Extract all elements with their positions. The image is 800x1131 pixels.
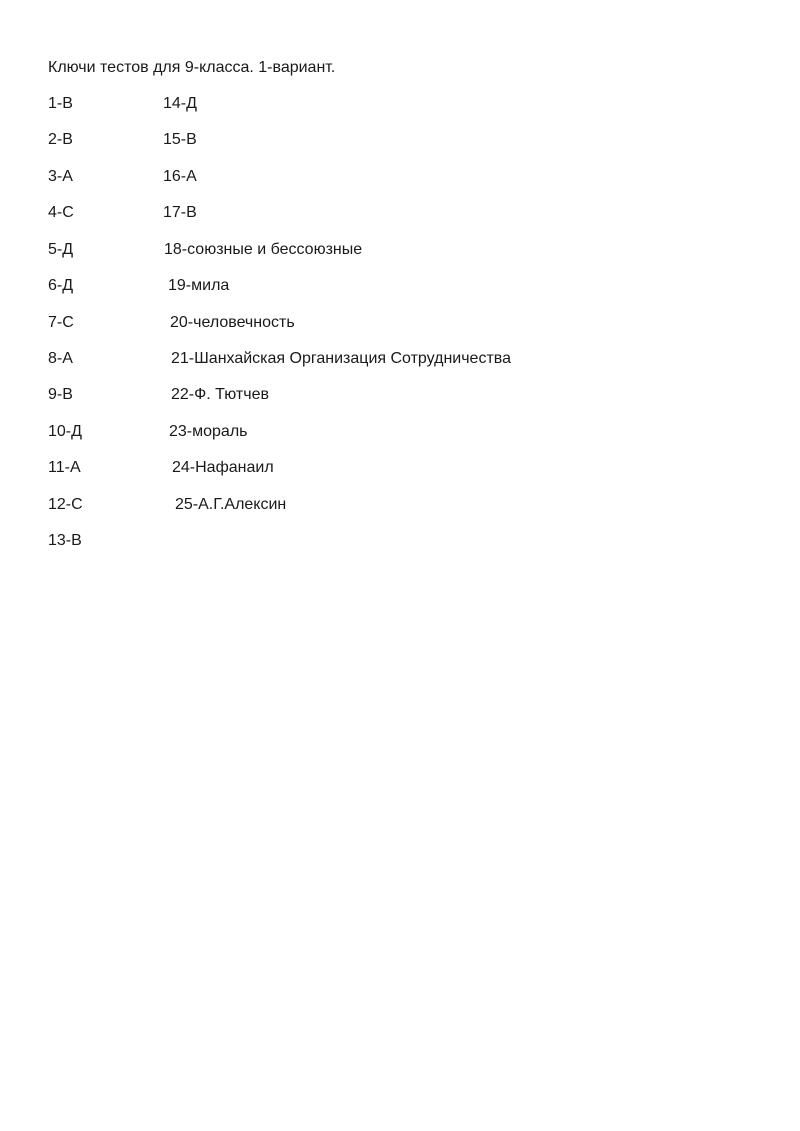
answer-right: 17-В <box>163 204 197 221</box>
answer-left: 9-В <box>48 386 73 403</box>
answer-right: 24-Нафанаил <box>172 459 274 476</box>
answer-right: 21-Шанхайская Организация Сотрудничества <box>171 350 511 367</box>
answer-left: 10-Д <box>48 423 82 440</box>
answer-right: 18-союзные и бессоюзные <box>164 241 363 258</box>
answer-right: 14-Д <box>163 95 197 112</box>
answer-left: 6-Д <box>48 277 74 294</box>
answer-left: 4-С <box>48 204 74 221</box>
answer-left: 13-В <box>48 532 82 549</box>
answer-left: 5-Д <box>48 241 74 258</box>
answer-right: 22-Ф. Тютчев <box>171 386 269 403</box>
answer-right: 23-мораль <box>169 423 248 440</box>
answer-right: 16-А <box>163 168 197 185</box>
answer-right: 15-В <box>163 131 197 148</box>
answer-right: 25-А.Г.Алексин <box>175 496 287 513</box>
answer-left: 12-С <box>48 496 83 513</box>
document-title: Ключи тестов для 9-класса. 1-вариант. <box>48 59 336 76</box>
answer-right: 19-мила <box>168 277 230 294</box>
answer-left: 7-С <box>48 314 74 331</box>
answer-left: 2-В <box>48 131 73 148</box>
answer-left: 8-А <box>48 350 73 367</box>
answer-left: 3-А <box>48 168 73 185</box>
answer-left: 1-В <box>48 95 73 112</box>
answer-left: 11-А <box>48 459 81 476</box>
answer-right: 20-человечность <box>170 314 295 331</box>
